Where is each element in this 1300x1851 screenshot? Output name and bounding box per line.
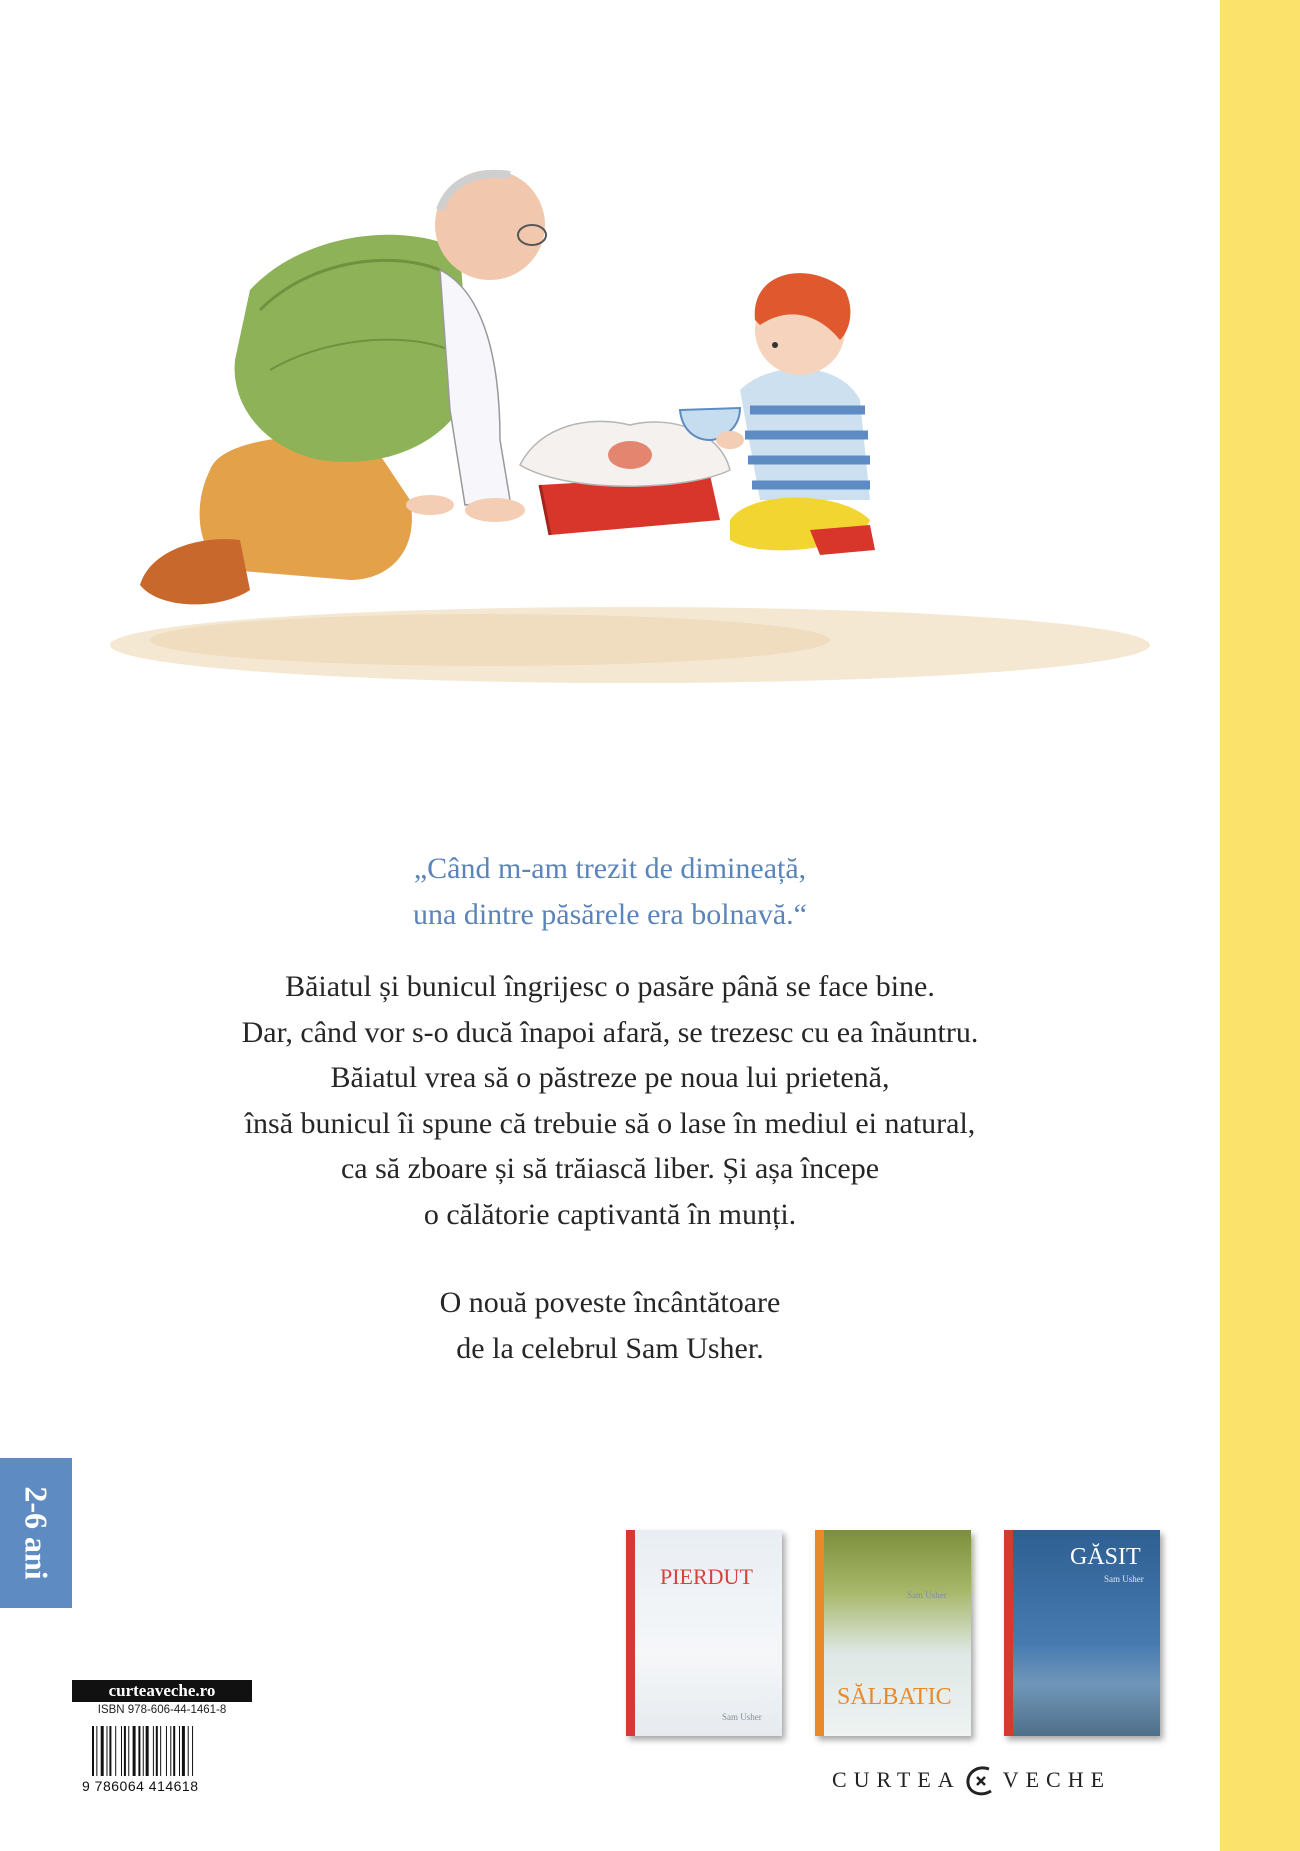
book-author: Sam Usher <box>907 1590 947 1600</box>
isbn-text: ISBN 978-606-44-1461-8 <box>97 1704 227 1716</box>
tagline-line-2: de la celebrul Sam Usher. <box>456 1332 764 1365</box>
barcode <box>90 1726 234 1776</box>
blurb-line-3: Băiatul vrea să o păstreze pe noua lui prietenă, <box>330 1061 890 1094</box>
age-badge <box>0 1458 72 1608</box>
publisher-emblem-icon <box>963 1763 997 1797</box>
publisher-name-right: VECHE <box>1002 1767 1112 1792</box>
book-cover-gasit <box>1004 1530 1160 1736</box>
tagline <box>200 1280 1020 1372</box>
book-spine <box>626 1530 635 1736</box>
publisher-logo <box>832 1764 1111 1796</box>
quote <box>200 846 1020 938</box>
book-author: Sam Usher <box>1104 1574 1144 1584</box>
book-title: SĂLBATIC <box>837 1684 952 1710</box>
book-cover-salbatic <box>815 1530 971 1736</box>
yellow-edge-band <box>1220 0 1300 1851</box>
website-label: curteaveche.ro <box>72 1680 252 1702</box>
tagline-line-1: O nouă poveste încântătoare <box>439 1286 781 1319</box>
age-badge-label: 2-6 ani <box>18 1486 55 1580</box>
book-spine <box>815 1530 824 1736</box>
book-title: PIERDUT <box>660 1564 753 1589</box>
barcode-number: 9 786064 414618 <box>82 1778 199 1794</box>
blurb-line-2: Dar, când vor s-o ducă înapoi afară, se trezesc cu ea înăuntru. <box>241 1015 979 1049</box>
blurb-line-4: însă bunicul îi spune că trebuie să o lase în mediul ei natural, <box>244 1106 976 1140</box>
quote-line-2: una dintre păsărele era bolnavă.“ <box>413 898 807 931</box>
cover-illustration <box>70 140 1150 700</box>
blurb-line-5: ca să zboare și să trăiască liber. Și așa începe <box>340 1152 880 1185</box>
book-spine <box>1004 1530 1013 1736</box>
book-cover-pierdut <box>626 1530 782 1736</box>
blurb-line-6: o călătorie captivantă în munți. <box>423 1197 797 1231</box>
publisher-name-left: CURTEA <box>832 1767 961 1792</box>
quote-line-1: „Când m-am trezit de dimineață, <box>413 852 807 885</box>
blurb-line-1: Băiatul și bunicul îngrijesc o pasăre până se face bine. <box>285 970 935 1003</box>
book-author: Sam Usher <box>722 1712 762 1722</box>
book-title: GĂSIT <box>1070 1544 1141 1570</box>
blurb <box>150 964 1070 1237</box>
